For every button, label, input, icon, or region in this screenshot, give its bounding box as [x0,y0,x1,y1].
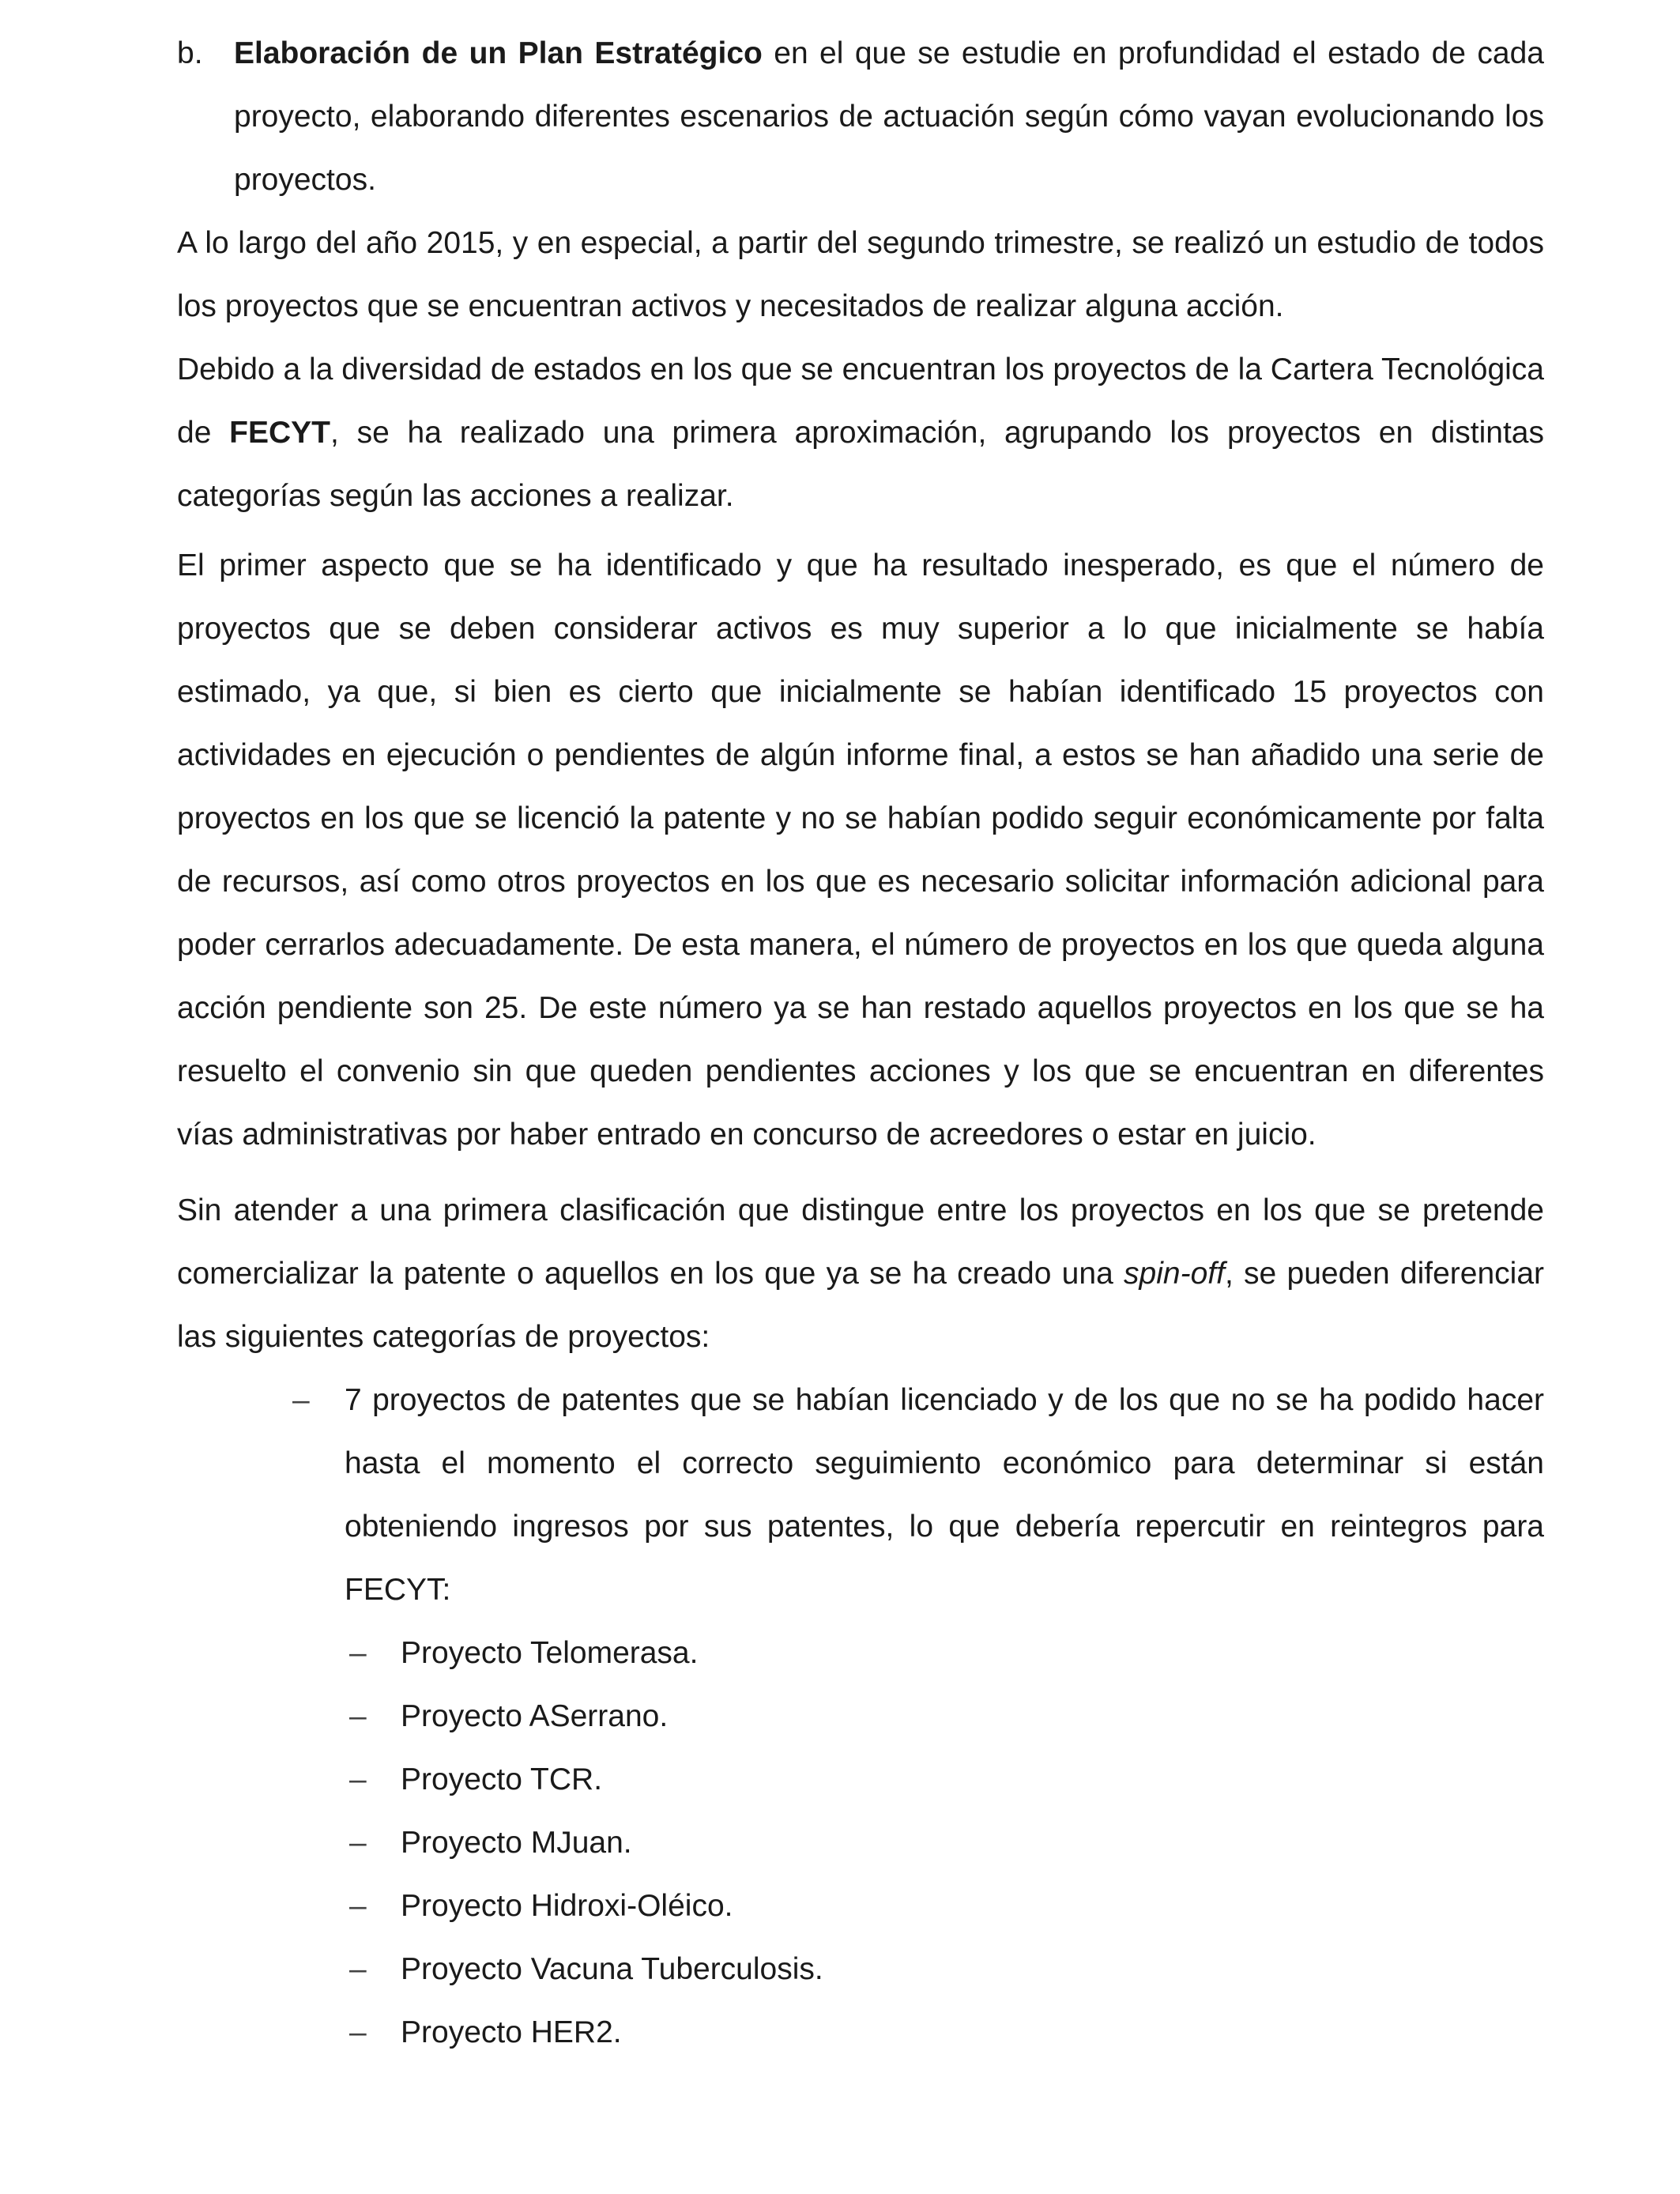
paragraph-categories-start: Sin atender a una primera clasificación que distingue entre los proyectos en los que se pretende comercializar la patente o aquellos en los que ya se ha creado una [177,1193,1544,1291]
document-page [177,22,1544,2064]
project-item [177,1811,1544,1875]
project-item [177,1938,1544,2001]
dash-bullet: – [349,1636,367,1670]
fecyt-bold: FECYT [229,416,330,450]
category-list [177,1369,1544,1622]
dash-bullet: – [349,1699,367,1733]
project-name: Proyecto MJuan. [401,1826,632,1860]
dash-bullet: – [349,2015,367,2049]
project-item [177,1748,1544,1811]
dash-bullet: – [349,1952,367,1986]
dash-bullet: – [349,1889,367,1923]
category-item [177,1369,1544,1622]
project-name: Proyecto Telomerasa. [401,1636,699,1670]
project-item [177,1685,1544,1748]
project-name: Proyecto Vacuna Tuberculosis. [401,1952,823,1986]
project-name: Proyecto TCR. [401,1762,603,1796]
category-text: 7 proyectos de patentes que se habían licenciado y de los que no se ha podido hacer hasta el momento el correcto seguimiento económico para determinar si están obteniendo ingresos por sus patentes, lo que debería repercutir en reintegros para FECYT: [345,1383,1544,1607]
project-item [177,1622,1544,1685]
spin-off-italic: spin-off [1124,1257,1225,1291]
dash-bullet: – [349,1762,367,1796]
paragraph-categories-intro [177,1179,1544,1369]
paragraph-diversity-start: Debido a la diversidad de estados en los que se encuentran los proyectos de la Cartera Tecnológica de [177,352,1544,450]
project-list [177,1622,1544,2064]
dash-bullet: – [292,1383,310,1417]
project-name: Proyecto ASerrano. [401,1699,669,1733]
paragraph-categories-end: , se pueden diferenciar las siguientes categorías de proyectos: [177,1257,1544,1354]
paragraph-study-2015: A lo largo del año 2015, y en especial, a partir del segundo trimestre, se realizó un estudio de todos los proyectos que se encuentran activos y necesitados de realizar alguna acción. [177,226,1544,323]
project-item [177,2001,1544,2064]
project-name: Proyecto HER2. [401,2015,622,2049]
paragraph-diversity-end: , se ha realizado una primera aproximación, agrupando los proyectos en distintas categorías según las acciones a realizar. [177,416,1544,513]
project-name: Proyecto Hidroxi-Oléico. [401,1889,733,1923]
list-marker: b. [177,36,203,70]
dash-bullet: – [349,1826,367,1860]
item-b-text: en el que se estudie en profundidad el estado de cada proyecto, elaborando diferentes escenarios de actuación según cómo vayan evolucionando los proyectos. [234,36,1544,197]
paragraph-diversity [177,338,1544,528]
project-item [177,1875,1544,1938]
paragraph-first-aspect: El primer aspecto que se ha identificado y que ha resultado inesperado, es que el número de proyectos que se deben considerar activos es muy superior a lo que inicialmente se había estimado, ya que, si bien es cierto que inicialmente se habían identificado 15 proyectos con actividades en ejecución o pendientes de algún informe final, a estos se han añadido una serie de proyectos en los que se licenció la patente y no se habían podido seguir económicamente por falta de recursos, así como otros proyectos en los que es necesario solicitar información adicional para poder cerrarlos adecuadamente. De esta manera, el número de proyectos en los que queda alguna acción pendiente son 25. De este número ya se han restado aquellos proyectos en los que se ha resuelto el convenio sin que queden pendientes acciones y los que se encuentran en diferentes vías administrativas por haber entrado en concurso de acreedores o estar en juicio. [177,548,1544,1152]
plan-title: Elaboración de un Plan Estratégico [234,36,763,70]
list-item-b [177,22,1544,212]
